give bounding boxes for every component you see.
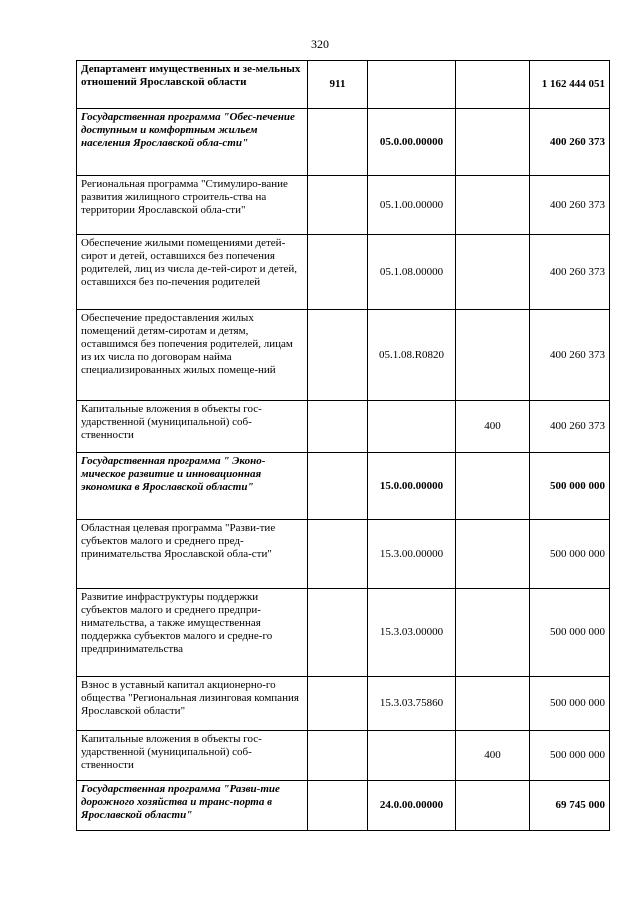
- row-ministry-code: [308, 677, 368, 731]
- row-name: Капитальные вложения в объекты гос-ударственной (муниципальной) соб-ственности: [77, 731, 308, 781]
- table-row: [77, 677, 610, 731]
- row-target-code: 05.0.00.00000: [368, 109, 456, 176]
- row-target-code: 15.3.00.00000: [368, 520, 456, 589]
- row-ministry-code: [308, 310, 368, 401]
- row-target-code: 15.3.03.75860: [368, 677, 456, 731]
- row-amount: 500 000 000: [530, 453, 610, 520]
- row-expense-code: [456, 677, 530, 731]
- row-name: Региональная программа "Стимулиро-вание развития жилищного строитель-ства на территории Ярославской обла-сти": [77, 176, 308, 235]
- row-name: Обеспечение предоставления жилых помещений детям-сиротам и детям, оставшимся без попечения родителей, лицам из их числа по договорам найма специализированных жилых помеще-ний: [77, 310, 308, 401]
- row-name: Департамент имущественных и зе-мельных отношений Ярославской области: [77, 61, 308, 109]
- row-amount: 69 745 000: [530, 781, 610, 831]
- row-ministry-code: [308, 109, 368, 176]
- row-target-code: 05.1.08.R0820: [368, 310, 456, 401]
- table-row: [77, 235, 610, 310]
- row-ministry-code: 911: [308, 61, 368, 109]
- row-amount: 500 000 000: [530, 731, 610, 781]
- row-amount: 400 260 373: [530, 109, 610, 176]
- row-expense-code: [456, 235, 530, 310]
- row-amount: 500 000 000: [530, 677, 610, 731]
- row-expense-code: [456, 781, 530, 831]
- row-target-code: [368, 731, 456, 781]
- table-row: [77, 589, 610, 677]
- row-amount: 500 000 000: [530, 520, 610, 589]
- table-row: [77, 520, 610, 589]
- row-target-code: 05.1.08.00000: [368, 235, 456, 310]
- table-row: [77, 731, 610, 781]
- row-expense-code: [456, 589, 530, 677]
- table-row: [77, 109, 610, 176]
- row-name: Взнос в уставный капитал акционерно-го общества "Региональная лизинговая компания Ярославской области": [77, 677, 308, 731]
- row-expense-code: 400: [456, 401, 530, 453]
- row-amount: 1 162 444 051: [530, 61, 610, 109]
- table-row: [77, 401, 610, 453]
- row-amount: 400 260 373: [530, 401, 610, 453]
- budget-table: [76, 60, 610, 831]
- row-ministry-code: [308, 176, 368, 235]
- row-amount: 400 260 373: [530, 310, 610, 401]
- page-number: 320: [311, 37, 329, 51]
- table-row: [77, 310, 610, 401]
- row-amount: 400 260 373: [530, 176, 610, 235]
- row-target-code: [368, 401, 456, 453]
- row-target-code: 15.0.00.00000: [368, 453, 456, 520]
- row-amount: 400 260 373: [530, 235, 610, 310]
- table-row: [77, 176, 610, 235]
- row-ministry-code: [308, 589, 368, 677]
- table-row: [77, 781, 610, 831]
- row-ministry-code: [308, 401, 368, 453]
- row-ministry-code: [308, 731, 368, 781]
- row-expense-code: [456, 176, 530, 235]
- row-name: Государственная программа " Эконо-мическое развитие и инновационная экономика в Ярославской области": [77, 453, 308, 520]
- row-target-code: 24.0.00.00000: [368, 781, 456, 831]
- row-expense-code: [456, 61, 530, 109]
- row-ministry-code: [308, 235, 368, 310]
- row-ministry-code: [308, 453, 368, 520]
- row-name: Развитие инфраструктуры поддержки субъектов малого и среднего предпри-нимательства, а также имущественная поддержка субъектов малого и средне-го предпринимательства: [77, 589, 308, 677]
- row-expense-code: [456, 520, 530, 589]
- row-expense-code: [456, 453, 530, 520]
- row-expense-code: [456, 109, 530, 176]
- row-name: Обеспечение жилыми помещениями детей-сирот и детей, оставшихся без попечения родителей, лиц из числа де-тей-сирот и детей, оставшихся без по-печения родителей: [77, 235, 308, 310]
- row-target-code: 05.1.00.00000: [368, 176, 456, 235]
- row-name: Областная целевая программа "Разви-тие субъектов малого и среднего пред-принимательства Ярославской обла-сти": [77, 520, 308, 589]
- table-row: [77, 453, 610, 520]
- row-expense-code: 400: [456, 731, 530, 781]
- row-target-code: 15.3.03.00000: [368, 589, 456, 677]
- row-name: Государственная программа "Разви-тие дорожного хозяйства и транс-порта в Ярославской области": [77, 781, 308, 831]
- row-amount: 500 000 000: [530, 589, 610, 677]
- row-name: Государственная программа "Обес-печение доступным и комфортным жильем населения Ярославской обла-сти": [77, 109, 308, 176]
- row-name: Капитальные вложения в объекты гос-ударственной (муниципальной) соб-ственности: [77, 401, 308, 453]
- row-ministry-code: [308, 781, 368, 831]
- row-ministry-code: [308, 520, 368, 589]
- row-target-code: [368, 61, 456, 109]
- table-row: [77, 61, 610, 109]
- row-expense-code: [456, 310, 530, 401]
